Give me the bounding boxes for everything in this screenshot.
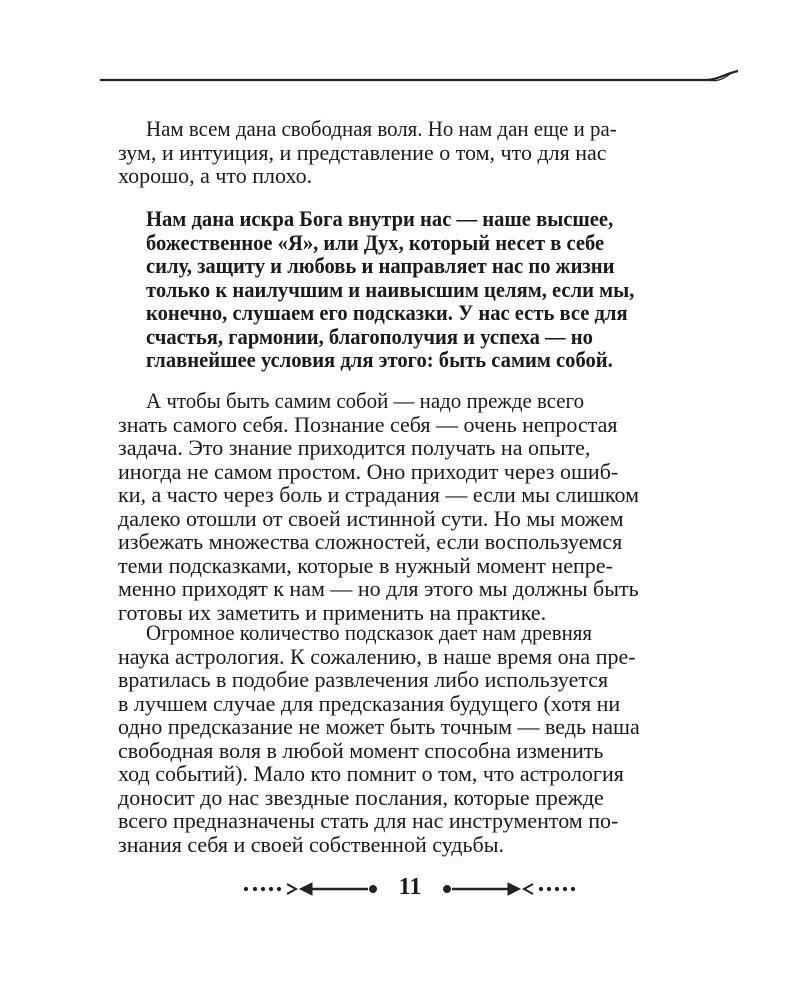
paragraph-astrology-line: знания себя и своей собственной судьбы.: [118, 831, 505, 857]
page-number: 11: [398, 874, 422, 900]
paragraph-self-knowledge-line: иногда не самом простом. Оно приходит через ошиб-: [118, 458, 619, 484]
ornament-bullet: [370, 886, 377, 893]
paragraph-astrology-line: ход событий). Мало кто помнит о том, что астрология: [118, 761, 624, 786]
paragraph-intro-line: Нам всем дана свободная воля. Но нам дан еще и ра-: [146, 116, 617, 141]
ornament-bullet: [444, 886, 451, 893]
paragraph-self-knowledge-line: знать самого себя. Познание себя — очень непростая: [118, 411, 618, 437]
paragraph-emphasis-line: счастья, гармонии, благополучия и успеха — но: [146, 323, 593, 349]
paragraph-emphasis-line: силу, защиту и любовь и направляет нас по жизни: [146, 253, 615, 278]
paragraph-self-knowledge-line: ки, а часто через боль и страдания — если мы слишком: [118, 482, 639, 507]
ornament-chevron: [287, 884, 296, 894]
ornament-dot: [244, 887, 247, 890]
paragraph-emphasis-line: главнейшее условия для этого: быть самим собой.: [146, 347, 613, 372]
paragraph-astrology-line: свободная воля в любой момент способна изменить: [118, 737, 604, 763]
paragraph-astrology-line: доносит до нас звездные послания, которые прежде: [118, 784, 604, 810]
paragraph-emphasis-line: конечно, слушаем его подсказки. У нас есть все для: [146, 300, 628, 325]
ornament-dot: [563, 887, 566, 890]
paragraph-emphasis-line: только к наилучшим и наивысшим целям, если мы,: [146, 276, 635, 302]
ornament-dot: [261, 887, 264, 890]
header-rule: [0, 0, 800, 110]
paragraph-intro-line: хорошо, а что плохо.: [118, 163, 313, 188]
paragraph-self-knowledge-line: избежать множества сложностей, если воспользуемся: [118, 529, 623, 554]
paragraph-self-knowledge-line: А чтобы быть самим собой — надо прежде всего: [146, 388, 585, 413]
paragraph-emphasis-line: Нам дана искра Бога внутри нас — наше высшее,: [146, 206, 614, 231]
paragraph-astrology-line: вратилась в подобие развлечения либо используется: [118, 667, 609, 692]
ornament-dot: [277, 887, 280, 890]
paragraph-intro-line: зум, и интуиция, и представление о том, что для нас: [118, 139, 607, 165]
header-rule-line: [100, 71, 738, 80]
ornament-dot: [253, 887, 256, 890]
paragraph-self-knowledge-line: далеко отошли от своей истинной сути. Но мы можем: [118, 505, 624, 531]
ornament-dot: [547, 887, 550, 890]
paragraph-emphasis-line: божественное «Я», или Дух, который несет в себе: [146, 229, 605, 255]
paragraph-astrology-line: Огромное количество подсказок дает нам древняя: [146, 620, 593, 645]
ornament-arrowhead: [300, 883, 312, 895]
paragraph-astrology-line: одно предсказание не может быть точным — ведь наша: [118, 714, 640, 739]
ornament-chevron: [524, 884, 533, 894]
ornament-dot: [571, 887, 574, 890]
ornament-arrowhead: [508, 883, 520, 895]
paragraph-astrology-line: в лучшем случае для предсказания будущего (хотя ни: [118, 690, 621, 716]
ornament-dot: [539, 887, 542, 890]
paragraph-self-knowledge-line: менно приходят к нам — но для этого мы должны быть: [118, 576, 639, 601]
paragraph-self-knowledge-line: готовы их заметить и применить на практике.: [118, 599, 547, 625]
paragraph-self-knowledge-line: теми подсказками, которые в нужный момент непре-: [118, 552, 613, 578]
paragraph-self-knowledge-line: задача. Это знание приходится получать на опыте,: [118, 435, 591, 460]
ornament-dot: [555, 887, 558, 890]
paragraph-astrology-line: наука астрология. К сожалению, в наше время она пре-: [118, 643, 636, 669]
paragraph-astrology-line: всего предназначены стать для нас инструментом по-: [118, 808, 619, 833]
ornament-dot: [269, 887, 272, 890]
